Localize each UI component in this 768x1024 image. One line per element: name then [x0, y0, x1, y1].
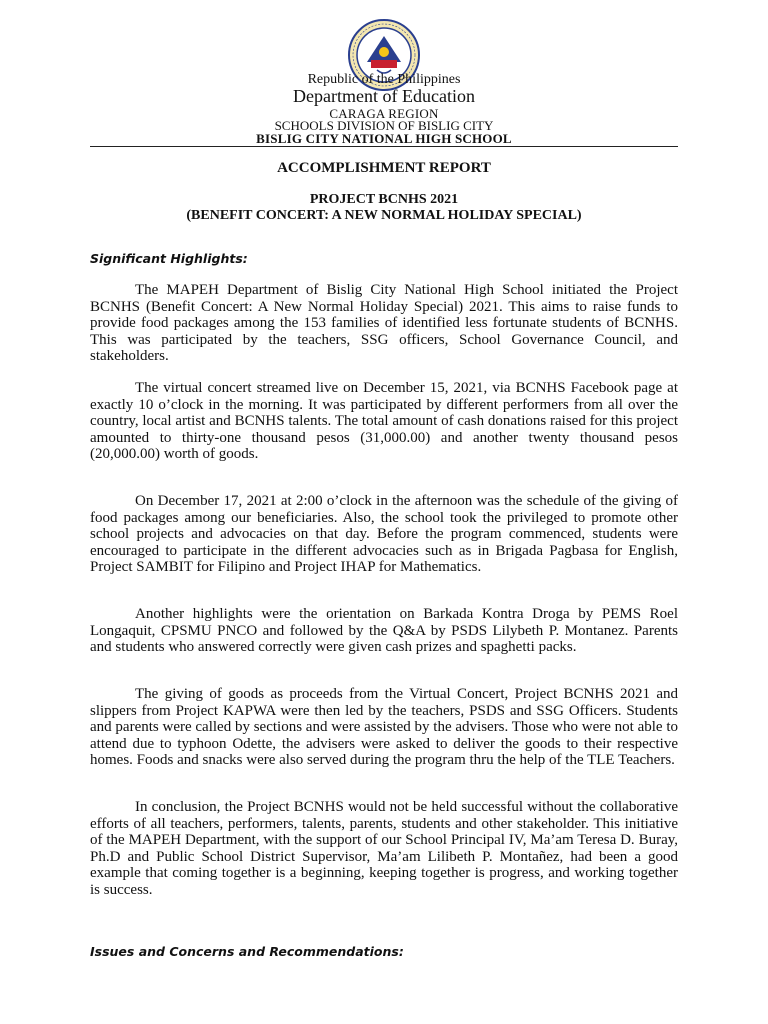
division-line: SCHOOLS DIVISION OF BISLIG CITY [274, 118, 494, 133]
paragraph-orientation: Another highlights were the orientation on Barkada Kontra Droga by PEMS Roel Longaquit, CPSMU PNCO and followed by the Q&A by PSDS Lilybeth P. Montanez. Parents and students who answered correctly were given cash prizes and spaghetti packs. [90, 606, 678, 656]
republic-line: Republic of the Philippines [307, 72, 461, 87]
paragraph-conclusion: In conclusion, the Project BCNHS would not be held successful without the collaborative efforts of all teachers, performers, talents, parents, students and other stakeholder. This initiative of the MAPEH Department, with the support of our School Principal IV, Ma’am Teresa D. Buray, Ph.D and Public School District Supervisor, Ma’am Lilibeth P. Montañez, had been a good example that coming together is a beginning, keeping together is progress, and working together is success. [90, 799, 678, 898]
paragraph-concert: The virtual concert streamed live on December 15, 2021, via BCNHS Facebook page at exactly 10 o’clock in the morning. It was participated by different performers from all over the country, local artist and BCNHS talents. The total amount of cash donations raised for this project amounted to thirty-one thousand pesos (31,000.00) and another twenty thousand pesos (20,000.00) worth of goods. [90, 380, 678, 463]
report-title: ACCOMPLISHMENT REPORT [277, 160, 491, 176]
issues-heading: Issues and Concerns and Recommendations: [90, 944, 404, 959]
paragraph-goods: The giving of goods as proceeds from the Virtual Concert, Project BCNHS 2021 and slippers from Project KAPWA were then led by the teachers, PSDS and SSG Officers. Students and parents were called by sections and were assisted by the advisers. Those who were not able to attend due to typhoon Odette, the advisers were asked to deliver the goods to their respective homes. Foods and snacks were also served during the program thru the help of the TLE Teachers. [90, 686, 678, 769]
department-line: Department of Education [293, 86, 475, 106]
project-subtitle: (BENEFIT CONCERT: A NEW NORMAL HOLIDAY SPECIAL) [186, 208, 582, 223]
region-line: CARAGA REGION [329, 106, 439, 121]
paragraph-intro: The MAPEH Department of Bislig City National High School initiated the Project BCNHS (Benefit Concert: A New Normal Holiday Special) 2021. This aims to raise funds to provide food packages among the 153 families of identified less fortunate students of BCNHS. This was participated by the teachers, SSG officers, School Governance Council, and stakeholders. [90, 282, 678, 365]
project-line: PROJECT BCNHS 2021 [309, 192, 459, 207]
school-name: BISLIG CITY NATIONAL HIGH SCHOOL [256, 131, 512, 146]
highlights-heading: Significant Highlights: [90, 251, 248, 266]
header-divider [90, 146, 678, 147]
paragraph-distribution: On December 17, 2021 at 2:00 o’clock in the afternoon was the schedule of the giving of food packages among our beneficiaries. Also, the school took the privileged to promote other school projects and advocacies on that day. Before the program commenced, students were encouraged to participate in the different advocacies such as in Brigada Pagbasa for English, Project SAMBIT for Filipino and Project IHAP for Mathematics. [90, 493, 678, 576]
